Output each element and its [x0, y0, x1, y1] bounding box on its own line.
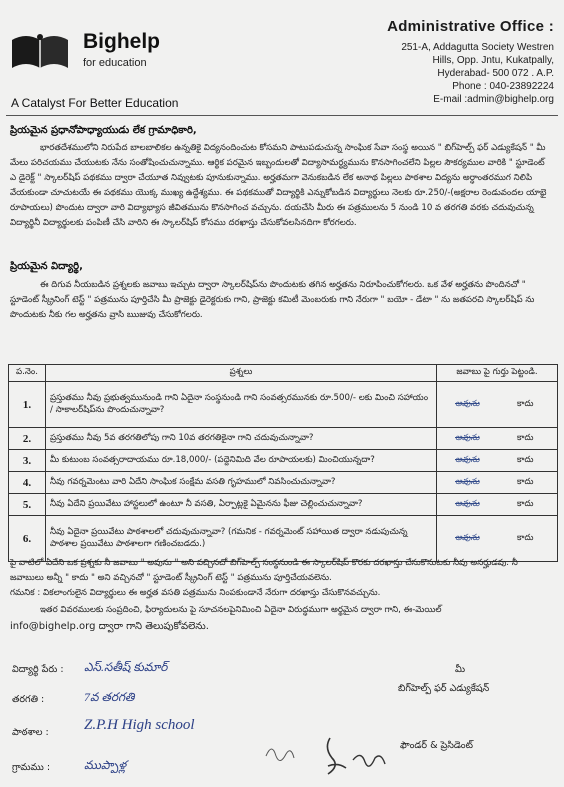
paragraph-intro-text: భారతదేశములోని నిరుపేద బాలబాలికల ఉన్నతికై విద్యనందించుట కోసమని పాటుపడుచున్న సాంఘిక సేవా సంస్థ అయిన " బిగ్‌హెల్ప్ ఫర్ ఎడ్యుకేషన్ " మీ మేలు పరిచయము చేయుటకు నేను సంతోషించుచున్నాము. ఆర్థిక పరమైన ఇబ్బందులతో విద్యాసామర్ధ్యమును కొనసాగించలేని పిల్లల సౌకర్యముల వారికి " స్టూడెంట్ ఎ డైరెక్ట్ " స్కాలర్‌షిప్ పథకము ద్వారా చేయూత నివ్వుటకు పూనుకున్నాము. అర్హతమగా వెనుకబడిన లేక అనాథ పిల్లలు పాఠశాల విద్యను అర్ధాంతరముగ నిలిపి వేయకుండా చూచుటయే ఈ పథకము యొక్క ముఖ్య ఉద్దేశ్యము. ఈ పథకముతో విద్యార్థికి ఎన్నుకోబడిన విద్యార్థులు నెలకు రూ.250/-(అక్షరాల రెండువందల యాభై రూపాయలు) పొందుట ద్వారా వారి విద్యాభ్యాస జీవితమును కొనసాగించ వచ్చును. దయచేసి మీరు ఈ పత్రములను 5 నుండి 10 వ తరగతి వరకు చదువుచున్న విద్యార్థినీ విద్యార్థులకు పంపిణీ చేసి వారిని ఈ స్కాలర్‌షిప్ కోసము దరఖాస్తు చేసుకోవలసినదిగా కోరగలరు. — [10, 143, 547, 228]
note-eligibility: పై వాటిలో ఏదేని ఒక ప్రశ్నకు నీ జవాబు " అవును " అని వచ్చినచో బిగ్‌హెల్ప్ సంస్థనుండి ఈ స్కాలర్‌షిప్ కొరకు దరఖాస్తు చేసుకొనుటకు నీవు అనర్హుడవు. నీ జవాబులు అన్నీ " కాదు " అని వచ్చినచో " స్టూడెంట్ స్క్రీనింగ్ టెస్ట్ " పత్రమును పూర్తిచేయవలెను. — [10, 558, 518, 583]
field-value-handwritten[interactable]: ముప్పాళ్ల — [84, 758, 127, 772]
office-line: Hyderabad- 500 072 . A.P. — [437, 68, 554, 79]
paragraph-instructions — [10, 278, 552, 323]
row-question: ప్రస్తుతము నీవు 5వ తరగతిలోపు గాని 10వ తరగతికైనా గాని చదువుచున్నావా? — [46, 428, 437, 450]
table-row — [9, 450, 558, 472]
paragraph-instructions-text: ఈ దిగువ నీయబడిన ప్రశ్నలకు జవాబు ఇచ్చుట ద్వారా స్కాలర్‌షిప్‌ను పొందుటకు తగిన అర్హతను నిరూపించుకోగలరు. ఒక వేళ అర్హతను పొందినచో " స్టూడెంట్ స్క్రీనింగ్ టెస్ట్ " పత్రమును పూర్తిచేసి మీ ప్రాజెక్టు డైరెక్టరుకు గాని, ప్రాజెక్టు కమిటీ మెంబరుకు గాని నేరుగా " బయో - డేటా " ను జతపరచి స్కాలర్‌షిప్ ను పొందుటకు నీకు గల అర్హతను వ్రాసి ఋజువు చేసుకోగలరు. — [10, 280, 535, 320]
office-title: Administrative Office : — [387, 18, 554, 35]
answer-no[interactable]: కాదు — [517, 476, 534, 487]
answer-yes-struck[interactable]: అవును — [455, 532, 480, 543]
note-contact-text: ఇతర వివరములకు సంప్రదించి, ఫిర్యాదులను పై సూచనలపైనిమించి ఏదైనా విరుద్ధముగా అర్థమైన ద్వారా గాని, ఈ-మెయిల్ — [40, 605, 442, 615]
field-value-handwritten[interactable]: Z.P.H High school — [84, 717, 195, 733]
field-class — [12, 690, 135, 707]
answer-no[interactable]: కాదు — [517, 432, 534, 443]
closing-word: మీ — [455, 664, 466, 675]
table-row — [9, 382, 558, 428]
col-header-number: ప.నెం. — [9, 365, 46, 382]
answer-cell — [437, 428, 558, 450]
field-value-handwritten[interactable]: 7వ తరగతి — [84, 690, 135, 704]
field-school — [12, 717, 195, 740]
signature-image — [258, 726, 398, 781]
field-student-name — [12, 660, 168, 677]
row-question: నీవు గవర్నమెంటు వారి ఏదేని సాంఘిక సంక్షేమ వసతి గృహములో నివసించుచున్నావా? — [46, 472, 437, 494]
salutation-headmaster: ప్రియమైన ప్రధానోపాధ్యాయుడు లేక గ్రామాధికారి, — [10, 125, 197, 136]
answer-cell — [437, 494, 558, 516]
col-header-answer: జవాబు పై గుర్తు పెట్టండి. — [437, 365, 558, 382]
row-question: నీవు ఏదైనా ప్రయివేటు పాఠశాలలో చదువుచున్నావా? (గమనిక - గవర్నమెంట్ సహాయిత ద్వారా నడుపుచున్న పాఠశాల ప్రయివేటు పాఠశాలగా గణించబడదు.) — [46, 516, 437, 562]
tagline: A Catalyst For Better Education — [11, 96, 179, 110]
table-row — [9, 428, 558, 450]
header-divider — [6, 115, 558, 116]
office-email: E-mail :admin@bighelp.org — [433, 94, 554, 105]
row-question: నీవు ఏదేని ప్రయివేటు హాస్టలులో ఉంటూ నీ వసతి, ఏర్పాట్లకై ఏమైనను ఫీజు చెల్లించుచున్నావా? — [46, 494, 437, 516]
book-logo-icon — [10, 32, 70, 70]
row-number: 3. — [9, 450, 46, 472]
office-line: Hills, Opp. Jntu, Kukatpally, — [432, 55, 554, 66]
row-question: ప్రస్తుతము నీవు ప్రభుత్వమునుండి గాని ఏదైనా సంస్థనుండి గాని సంవత్సరమునకు రూ.500/- లకు మించి సహాయం / సాకాలర్‌షిప్‌ను పొందుచున్నావా? — [46, 382, 437, 428]
row-number: 5. — [9, 494, 46, 516]
answer-yes-struck[interactable]: అవును — [455, 398, 480, 409]
answer-cell — [437, 516, 558, 562]
field-label: విద్యార్థి పేరు : — [12, 664, 64, 675]
answer-yes-struck[interactable]: అవును — [455, 498, 480, 509]
row-number: 1. — [9, 382, 46, 428]
email-line: info@bighelp.org ద్వారా గాని తెలుపుకోవలెను. — [10, 621, 209, 632]
field-label: తరగతి : — [12, 694, 45, 705]
answer-cell — [437, 382, 558, 428]
brand-subtitle: for education — [83, 57, 147, 69]
row-number: 4. — [9, 472, 46, 494]
brand-name: Bighelp — [83, 30, 160, 53]
answer-no[interactable]: కాదు — [517, 398, 534, 409]
answer-yes-struck[interactable]: అవును — [455, 454, 480, 465]
field-label: గ్రామము : — [12, 762, 51, 773]
table-row — [9, 516, 558, 562]
field-label: పాఠశాల : — [12, 727, 49, 738]
table-row — [9, 472, 558, 494]
founder-title: ఫౌండర్ & ప్రెసిడెంట్ — [400, 740, 473, 751]
answer-no[interactable]: కాదు — [517, 498, 534, 509]
table-row — [9, 494, 558, 516]
answer-cell — [437, 472, 558, 494]
organization-name: బిగ్‌హెల్ప్ ఫర్ ఎడ్యుకేషన్ — [398, 683, 490, 694]
answer-yes-struck[interactable]: అవును — [455, 432, 480, 443]
office-address — [344, 18, 554, 106]
answer-no[interactable]: కాదు — [517, 454, 534, 465]
note-contact — [10, 603, 552, 618]
eligibility-table — [8, 364, 558, 562]
col-header-question: ప్రశ్నలు — [46, 365, 437, 382]
field-value-handwritten[interactable]: ఎస్.సతీష్ కుమార్ — [84, 660, 168, 674]
answer-yes-struck[interactable]: అవును — [455, 476, 480, 487]
salutation-student: ప్రియమైన విద్యార్థి, — [10, 261, 83, 272]
office-phone: Phone : 040-23892224 — [452, 81, 554, 92]
row-number: 6. — [9, 516, 46, 562]
answer-cell — [437, 450, 558, 472]
field-village — [12, 758, 127, 775]
row-question: మీ కుటుంబ సంవత్సరాదాయము రూ.18,000/- (పద్దెనిమిది వేల రూపాయలకు) మించియున్నదా? — [46, 450, 437, 472]
paragraph-intro — [10, 141, 552, 231]
row-number: 2. — [9, 428, 46, 450]
office-line: 251-A, Addagutta Society Westren — [401, 42, 554, 53]
note-disabled: గమనిక : వికలాంగులైన విద్యార్థులు ఈ అర్హత వసతి పత్రమును నింపకుండానే నేరుగా దరఖాస్తు చేసుకొనవచ్చును. — [10, 588, 381, 598]
answer-no[interactable]: కాదు — [517, 532, 534, 543]
